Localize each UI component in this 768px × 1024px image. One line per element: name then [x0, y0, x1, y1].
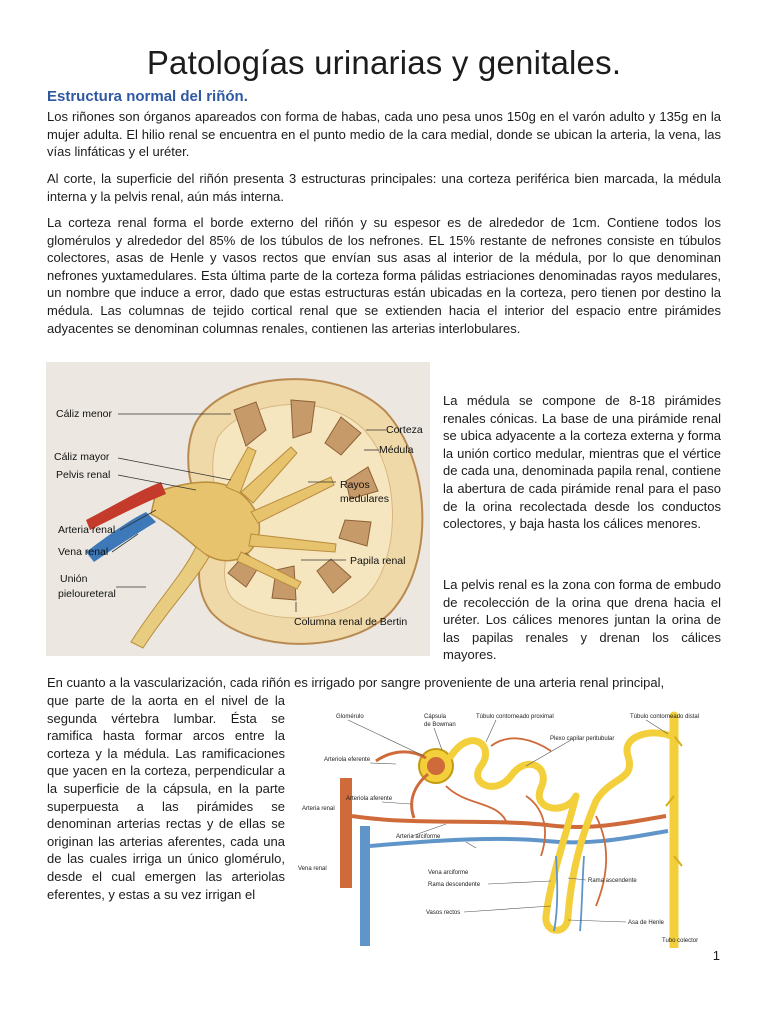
paragraph-kidneys: Los riñones son órganos apareados con forma de habas, cada uno pesa unos 150g en el varón adulto y 135g en la mujer adulta. El hilio renal se encuentra en el punto medio de la cara medial, donde se ubican la arteria, la vena, las vías linfáticas y el uréter.: [47, 109, 721, 160]
label-medula: Médula: [379, 444, 414, 456]
paragraph-vascular-cont: que parte de la aorta en el nivel de la segunda vértebra lumbar. Ésta se ramifica hasta formar arcos entre la corteza y la médula. Las ramificaciones que yacen en la corteza, perpendicular a la superficie de la cápsula, en la parte superpuesta a las pirámides se denominan arterias rectas y de ellas se originan las arterias aferentes, cada una de las cuales irriga un único glomérulo, desde el cual emergen las arteriolas eferentes, y estas a su vez irrigan el: [47, 693, 285, 902]
label-tubulo-distal: Túbulo contorneado distal: [630, 714, 700, 720]
label-arteria-arciforme: Arteria arciforme: [396, 834, 441, 840]
paragraph-cortex: La corteza renal forma el borde externo del riñón y su espesor es de alrededor de 1cm. Contiene todos los glomérulos y alrededor del 85% de los túbulos de los nefrones. EL 15% restante de nefrones consiste en túbulos colectores, asas de Henle y vasos rectos que envían sus asas al interior de la médula, por lo que denominan nefrones yuxtamedulares. Esta última parte de la corteza forma pálidas estriaciones denominadas rayos medulares, un nombre que induce a error, dado que estas estructuras están ubicadas en la corteza, pero tienen por destino la médula. Las columnas de tejido cortical renal que se extienden hacia el interior del espacio entre pirámides adyacentes se denominan columnas renales, contienen las arterias interlobulares.: [47, 215, 721, 336]
label-pieloureteral: pieloureteral: [58, 588, 116, 600]
label-tubo-colector: Tubo colector: [662, 938, 699, 944]
label-vena-renal: Vena renal: [58, 546, 109, 558]
label-papila-renal: Papila renal: [350, 555, 406, 567]
page-number: 1: [712, 948, 720, 963]
label-plexo: Plexo capilar peritubular: [550, 736, 615, 742]
label-glomerulo: Glomérulo: [336, 714, 364, 720]
page-title: Patologías urinarias y genitales.: [146, 44, 622, 81]
label-pelvis-renal: Pelvis renal: [56, 469, 111, 481]
glomerulus: [427, 757, 445, 775]
kidney-diagram: [46, 362, 430, 656]
label-vasos-rectos: Vasos rectos: [426, 910, 461, 916]
label-de-bowman: de Bowman: [424, 722, 456, 728]
label-arteriola-aferente: Arteriola aferente: [346, 796, 393, 802]
label-union: Unión: [60, 573, 88, 585]
label-vena-arciforme: Vena arciforme: [428, 870, 469, 876]
renal-artery-vessel: [340, 778, 352, 888]
label-tubulo-proximal: Túbulo contorneado proximal: [476, 714, 554, 720]
paragraph-pelvis: La pelvis renal es la zona con forma de embudo de recolección de la orina que drena hacia el uréter. Los cálices menores juntan la orina de las papilas renales y drenan los cálices mayores.: [443, 577, 721, 663]
label-caliz-mayor: Cáliz mayor: [54, 451, 110, 463]
label-medulares: medulares: [340, 493, 390, 505]
label-rama-descendente: Rama descendente: [428, 882, 481, 888]
label-vena-renal: Vena renal: [298, 866, 327, 872]
section-heading: Estructura normal del riñón.: [47, 88, 248, 105]
paragraph-medulla: La médula se compone de 8-18 pirámides renales cónicas. La base de una pirámide renal se ubica adyacente a la corteza externa y forma la unión cortico medular, mientras que el vértice de cada una, denominada papila renal, contiene la abertura de cada pirámide renal para el paso de la orina recolectada desde los conductos colectores, y baja hasta los cálices menores.: [443, 393, 721, 532]
label-arteria-renal: Arteria renal: [58, 524, 116, 536]
nephron-diagram: [296, 706, 722, 948]
label-arteriola-eferente: Arteriola eferente: [324, 757, 371, 763]
label-caliz-menor: Cáliz menor: [56, 408, 113, 420]
label-columna-renal: Columna renal de Bertin: [294, 616, 408, 628]
label-asa-henle: Asa de Henle: [628, 920, 665, 926]
renal-vein-vessel: [360, 826, 370, 946]
label-capsula: Cápsula: [424, 714, 447, 720]
paragraph-structures: Al corte, la superficie del riñón presenta 3 estructuras principales: una corteza periférica bien marcada, la médula interna y la pelvis renal, aún más interna.: [47, 171, 721, 204]
label-rama-ascendente: Rama ascendente: [588, 878, 637, 884]
label-corteza: Corteza: [386, 424, 423, 436]
paragraph-vascular: En cuanto a la vascularización, cada riñón es irrigado por sangre proveniente de una arteria renal principal,: [47, 675, 665, 690]
label-rayos: Rayos: [340, 479, 370, 491]
label-arteria-renal: Arteria renal: [302, 806, 335, 812]
